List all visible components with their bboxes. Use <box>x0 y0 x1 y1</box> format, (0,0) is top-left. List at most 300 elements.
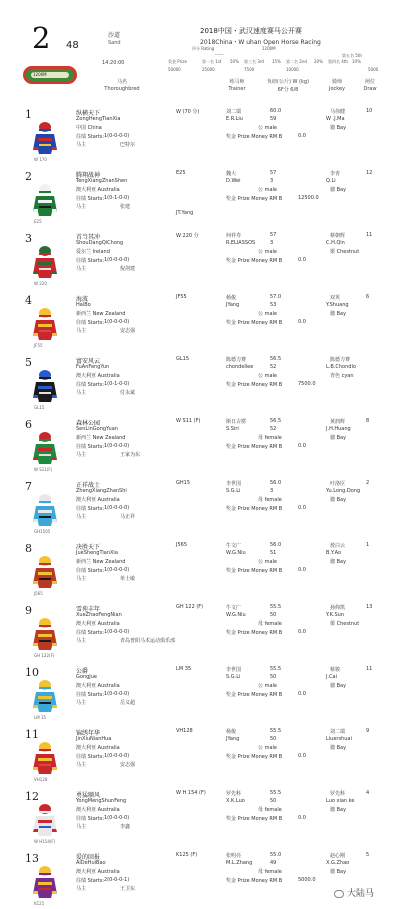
prize-total: 50000 <box>168 67 181 72</box>
runner-owner-name: 付永斌 <box>120 390 136 396</box>
runner-sex: 公 male <box>258 187 277 193</box>
runner-row <box>0 106 400 166</box>
runner-trainer-cn: 李世国 <box>226 667 242 673</box>
jockey-silks-icon <box>30 802 60 838</box>
runner-number: 4 <box>25 294 32 307</box>
place-4-label: 第四名 4th <box>328 59 348 64</box>
runner-owner: 马主 <box>76 204 87 210</box>
runner-prize-val: 0.0 <box>298 691 306 697</box>
runner-trainer-cn: 牛文广 <box>226 605 242 611</box>
runner-draw: 8 <box>366 418 370 424</box>
jockey-silks-icon <box>30 182 60 218</box>
runner-jockey-en: Q.Li <box>326 178 336 184</box>
runner-owner-name: 青岛普阳马术运动俱乐部 <box>120 638 176 644</box>
runner-name-cn: 森林公园 <box>76 420 101 427</box>
place-3-amount: 7500 <box>244 67 255 72</box>
runner-origin: 澳大利亚 Australia <box>76 621 120 627</box>
runner-jockey-cn: 蔡骏 <box>330 667 341 673</box>
col-weight-en: 6F分 6/8 <box>277 87 299 93</box>
runner-rating: W H 154 (F) <box>176 790 206 796</box>
runner-prize: 奖金 Prize Money RM B <box>226 134 283 140</box>
col-draw-en: Draw <box>363 86 377 92</box>
runner-owner-name: 倪剑建 <box>120 266 136 272</box>
runner-name-en: ShouDangQiChong <box>76 240 124 246</box>
runner-owner: 马主 <box>76 700 87 706</box>
runner-weight2: 49 <box>270 860 277 866</box>
runner-trainer-en: JYang <box>226 302 240 308</box>
runner-weight: 55.0 <box>270 852 282 858</box>
runner-sex: 公 male <box>258 559 277 565</box>
runner-owner-name: 岳义超 <box>120 700 136 706</box>
runner-prize-val: 0.0 <box>298 133 306 139</box>
runner-jockey-en: L.B.Chondlo <box>326 364 356 370</box>
runner-name-en: AiDeHuiBao <box>76 860 106 866</box>
runner-jockey-en: X.G.Zhao <box>326 860 350 866</box>
runner-row <box>0 664 400 724</box>
runner-weight: 57 <box>270 232 277 238</box>
runner-number: 11 <box>25 728 39 741</box>
runner-sex: 母 female <box>258 435 282 441</box>
runner-weight2: 3 <box>270 178 274 184</box>
runner-weight2: 3 <box>270 488 274 494</box>
runner-origin: 澳大利亚 Australia <box>76 187 120 193</box>
runner-jockey-cn: 黄润辉 <box>330 419 346 425</box>
runner-record-val: 1(0-0-0-0) <box>104 691 130 697</box>
runner-weight2: 52 <box>270 426 277 432</box>
runner-owner-name: 李鑫 <box>120 824 131 830</box>
runner-trainer-cn: 牛文广 <box>226 543 242 549</box>
runner-jockey-cn: 双英 <box>330 295 341 301</box>
divider-dash: ------ <box>215 52 224 57</box>
runner-prize: 奖金 Prize Money RM B <box>226 692 283 698</box>
runner-prize-val: 0.0 <box>298 629 306 635</box>
runner-jockey-cn: 孙仰凯 <box>330 605 346 611</box>
runner-number: 10 <box>25 666 39 679</box>
runner-name-en: HaiBo <box>76 302 91 308</box>
runner-owner: 马主 <box>76 576 87 582</box>
runner-weight2: 59 <box>270 116 277 122</box>
col-trainer-en: Trainer <box>228 86 246 92</box>
runner-prize-val: 7500.0 <box>298 381 316 387</box>
runner-record: 往绩 Starts: <box>76 320 105 326</box>
runner-draw: 5 <box>366 852 370 858</box>
runner-jockey-en: J.Cai <box>326 674 338 680</box>
prize-label: 奖金 Prize <box>168 59 187 64</box>
runner-sex: 公 male <box>258 683 277 689</box>
runner-record-val: 1(0-0-0-0) <box>104 567 130 573</box>
runner-draw: 11 <box>366 666 373 672</box>
runner-sex: 公 male <box>258 311 277 317</box>
race-time: 14:20:00 <box>102 60 125 66</box>
runner-trainer-cn: 李世国 <box>226 481 242 487</box>
runner-record: 往绩 Starts: <box>76 568 105 574</box>
runner-jockey-c: 骝 Bay <box>330 435 347 441</box>
runner-name-cn: 锦绣年华 <box>76 730 101 737</box>
runner-prize-val: 0.0 <box>298 443 306 449</box>
runner-weight: 57.0 <box>270 294 282 300</box>
runner-trainer-cn: 张明亮 <box>226 853 242 859</box>
runner-trainer-en: W.G.Niu <box>226 550 246 556</box>
runner-record-val: 1(0-0-0-0) <box>104 443 130 449</box>
runner-owner-name: 安志强 <box>120 328 136 334</box>
jockey-silks-icon <box>30 864 60 900</box>
runner-rating: W 220 分 <box>176 233 199 239</box>
col-draw-cn: 闸位 <box>364 79 375 85</box>
runner-number: 2 <box>25 170 32 183</box>
place-3-label: 第三名 3rd <box>244 59 264 64</box>
runner-record: 往绩 Starts: <box>76 258 105 264</box>
runner-prize-val: 0.0 <box>298 815 306 821</box>
runner-trainer-en: S.G.Li <box>226 674 241 680</box>
runner-prize: 奖金 Prize Money RM B <box>226 878 283 884</box>
runner-origin: 澳大利亚 Australia <box>76 497 120 503</box>
runner-origin: 澳大利亚 Australia <box>76 745 120 751</box>
runner-name-cn: 正祥战士 <box>76 482 101 489</box>
runner-rating: E25 <box>176 170 186 176</box>
jockey-silks-icon <box>30 678 60 714</box>
runner-owner-name: 王家为东 <box>120 452 141 458</box>
runner-weight: 57 <box>270 170 277 176</box>
runner-name-cn: 决胜天下 <box>76 544 101 551</box>
silk-code: JF55 <box>34 343 43 348</box>
runner-draw: 2 <box>366 480 370 486</box>
runner-jockey-c: 骝 Bay <box>330 311 347 317</box>
runner-name-en: ZongHengTianXia <box>76 116 121 122</box>
runner-trainer-cn: 罗先科 <box>226 791 242 797</box>
runner-origin: 新西兰 New Zealand <box>76 559 126 565</box>
race-number: 2 <box>32 21 51 55</box>
runner-owner: 马主 <box>76 886 87 892</box>
track-diagram <box>23 66 77 84</box>
runner-number: 8 <box>25 542 32 555</box>
runner-jockey-cn: 马伟健 <box>330 109 346 115</box>
runner-rating: GH 122 (F) <box>176 604 204 610</box>
runner-name-cn: 腾翔战神 <box>76 172 101 179</box>
runner-prize-val: 0.0 <box>298 257 306 263</box>
runner-jockey-en: Y.K.Sun <box>326 612 345 618</box>
jockey-silks-icon <box>30 368 60 404</box>
wechat-icon <box>334 890 344 898</box>
runner-row <box>0 478 400 538</box>
jockey-silks-icon <box>30 492 60 528</box>
runner-name-cn: 公爵 <box>76 668 89 675</box>
runner-record: 往绩 Starts: <box>76 754 105 760</box>
runner-prize: 奖金 Prize Money RM B <box>226 320 283 326</box>
jockey-silks-icon <box>30 554 60 590</box>
runner-trainer-en: S.Siri <box>226 426 239 432</box>
runner-owner-name: 安志强 <box>120 762 136 768</box>
runner-rating: JF55 <box>176 294 187 300</box>
silk-code: GL15 <box>34 405 45 410</box>
runner-origin: 澳大利亚 Australia <box>76 683 120 689</box>
runner-number: 7 <box>25 480 32 493</box>
runner-prize: 奖金 Prize Money RM B <box>226 568 283 574</box>
silk-code: J565 <box>34 591 43 596</box>
place-3-pct: 15% <box>272 59 281 64</box>
runner-number: 3 <box>25 232 32 245</box>
runner-draw: 10 <box>366 108 373 114</box>
runner-rating: GL15 <box>176 356 190 362</box>
silk-code: W 220 <box>34 281 47 286</box>
runner-jockey-en: Liuershuai <box>326 736 352 742</box>
col-trainer-cn: 练马师 <box>229 79 245 85</box>
runner-prize-val: 12500.0 <box>298 195 319 201</box>
runner-jockey-c: 骝 Bay <box>330 683 347 689</box>
runner-name-en: GongJue <box>76 674 97 680</box>
runner-draw: 12 <box>366 170 373 176</box>
runner-record-val: 1(0-0-0-0) <box>104 319 130 325</box>
runner-record-val: 1(0-0-0-0) <box>104 815 130 821</box>
silk-code: GH 122(F) <box>34 653 55 658</box>
runner-number: 13 <box>25 852 39 865</box>
place-1-amount: 25000 <box>202 67 215 72</box>
runner-trainer-en: W.G.Niu <box>226 612 246 618</box>
runner-weight: 55.5 <box>270 728 282 734</box>
runner-owner-name: 王卫东 <box>120 886 136 892</box>
place-1-pct: 50% <box>230 59 239 64</box>
runner-owner-name: 张建 <box>120 204 131 210</box>
runner-prize: 奖金 Prize Money RM B <box>226 630 283 636</box>
runner-draw: 4 <box>366 790 370 796</box>
runner-jockey-en: Y.Shuang <box>326 302 349 308</box>
runner-owner-name: 巴特尔 <box>120 142 136 148</box>
runner-weight: 56.5 <box>270 356 282 362</box>
runner-record-val: 1(0-0-0-0) <box>104 753 130 759</box>
runner-draw: 6 <box>366 294 370 300</box>
runner-row <box>0 788 400 848</box>
runner-extra: JT.Yang <box>176 210 194 216</box>
runner-jockey-cn: 陈德力赛 <box>330 357 351 363</box>
surface-cn: 沙道 <box>108 32 121 39</box>
runner-jockey-c: 骝 Bay <box>330 869 347 875</box>
runner-jockey-c: 栗 Chestnut <box>330 249 360 255</box>
runner-jockey-c: 骝 Bay <box>330 745 347 751</box>
track-distance: 1200M <box>33 72 47 77</box>
col-jockey-en: Jockey <box>328 86 346 92</box>
runner-sex: 公 male <box>258 249 277 255</box>
runner-owner: 马主 <box>76 638 87 644</box>
runner-trainer-en: M.L.Zhang <box>226 860 253 866</box>
runner-record: 往绩 Starts: <box>76 692 105 698</box>
silk-code: LM 35 <box>34 715 47 720</box>
runner-prize-val: 0.0 <box>298 505 306 511</box>
jockey-silks-icon <box>30 430 60 466</box>
runner-row <box>0 540 400 600</box>
runner-record: 往绩 Starts: <box>76 816 105 822</box>
runner-weight2: 53 <box>270 302 277 308</box>
runner-prize-val: 0.0 <box>298 319 306 325</box>
runner-record: 往绩 Starts: <box>76 196 105 202</box>
runner-origin: 澳大利亚 Australia <box>76 869 120 875</box>
rating-label: 评分 Rating <box>192 46 215 51</box>
runner-trainer-en: chondellee <box>226 364 254 370</box>
runner-prize: 奖金 Prize Money RM B <box>226 506 283 512</box>
runner-name-en: SenLinGongYuan <box>76 426 118 432</box>
runner-record-val: 1(0-0-0-0) <box>104 257 130 263</box>
runner-weight: 55.5 <box>270 604 282 610</box>
runner-weight2: 50 <box>270 736 277 742</box>
runner-row <box>0 602 400 662</box>
runner-prize: 奖金 Prize Money RM B <box>226 444 283 450</box>
runner-name-cn: 海波 <box>76 296 89 303</box>
runner-weight2: 51 <box>270 550 277 556</box>
runner-sex: 母 female <box>258 807 282 813</box>
runner-number: 1 <box>25 108 32 121</box>
runner-jockey-c: 骝 Bay <box>330 497 347 503</box>
runner-owner: 马主 <box>76 266 87 272</box>
runner-trainer-cn: 杨俊 <box>226 729 237 735</box>
runner-draw: 13 <box>366 604 373 610</box>
runner-owner: 马主 <box>76 328 87 334</box>
runner-owner: 马主 <box>76 762 87 768</box>
race-header <box>0 0 400 100</box>
runner-prize-val: 5000.0 <box>298 877 316 883</box>
runner-record: 往绩 Starts: <box>76 506 105 512</box>
runner-weight2: 50 <box>270 798 277 804</box>
place-4-pct: 10% <box>352 59 361 64</box>
runner-trainer-cn: 杨俊 <box>226 295 237 301</box>
place-2-label: 第二名 2nd <box>286 59 307 64</box>
runner-jockey-en: Yu.Long.Dong <box>326 488 361 494</box>
jockey-silks-icon <box>30 244 60 280</box>
runner-sex: 公 male <box>258 745 277 751</box>
runner-origin: 新西兰 New Zealand <box>76 435 126 441</box>
runner-prize-val: 0.0 <box>298 567 306 573</box>
runner-sex: 母 female <box>258 497 282 503</box>
runner-name-en: JueShengTianXia <box>76 550 118 556</box>
runner-rating: J565 <box>176 542 188 548</box>
surface-en: Sand <box>108 40 121 46</box>
watermark: 大陆马 <box>334 886 374 899</box>
runner-prize: 奖金 Prize Money RM B <box>226 382 283 388</box>
runner-rating: LM 35 <box>176 666 192 672</box>
runner-jockey-cn: 赵心刚 <box>330 853 346 859</box>
silk-code: E25 <box>34 219 42 224</box>
runner-row <box>0 292 400 352</box>
race-title-cn: 2018中国・武汉速度赛马公开赛 <box>200 27 302 35</box>
runner-origin: 澳大利亚 Australia <box>76 807 120 813</box>
runner-rating: W (70 分) <box>176 109 200 115</box>
runner-owner: 马主 <box>76 824 87 830</box>
runner-jockey-c: 骝 Bay <box>330 559 347 565</box>
silk-code: K125 <box>34 901 45 906</box>
runner-trainer-cn: 魏大 <box>226 171 237 177</box>
silk-code: W S11(F) <box>34 467 53 472</box>
place-4-amount: 5000 <box>368 67 379 72</box>
runner-owner: 马主 <box>76 514 87 520</box>
runner-trainer-en: R.ELIASSOS <box>226 240 256 246</box>
runner-sex: 公 male <box>258 125 277 131</box>
runner-owner: 马主 <box>76 142 87 148</box>
runner-rating: W S11 (F) <box>176 418 201 424</box>
runner-weight2: 3 <box>270 240 274 246</box>
runner-prize: 奖金 Prize Money RM B <box>226 196 283 202</box>
runner-record: 往绩 Starts: <box>76 134 105 140</box>
runner-row <box>0 726 400 786</box>
runner-name-en: TengXiangZhanShen <box>76 178 128 184</box>
runner-jockey-cn: 敖白云 <box>330 543 346 549</box>
runner-weight: 56.0 <box>270 542 282 548</box>
runner-rating: GH15 <box>176 480 190 486</box>
runner-rating: K125 (F) <box>176 852 198 858</box>
place-2-amount: 10000 <box>286 67 299 72</box>
runner-jockey-cn: 李青 <box>330 171 341 177</box>
runner-jockey-en: W .J.Ma <box>326 116 345 122</box>
col-weight-cn: 负磅(公斤) W (kg) <box>267 79 309 85</box>
runner-number: 12 <box>25 790 39 803</box>
runner-jockey-c: 骝 Bay <box>330 187 347 193</box>
runner-jockey-cn: 蔡朝辉 <box>330 233 346 239</box>
runner-weight2: 50 <box>270 612 277 618</box>
runner-jockey-cn: 罗先科 <box>330 791 346 797</box>
place-2-pct: 20% <box>314 59 323 64</box>
runner-name-cn: 首当其冲 <box>76 234 101 241</box>
runner-trainer-en: E.R.Liu <box>226 116 243 122</box>
runner-origin: 新西兰 New Zealand <box>76 311 126 317</box>
runner-trainer-cn: 斯日古楞 <box>226 419 247 425</box>
runner-trainer-en: S.G.Li <box>226 488 241 494</box>
runner-record-val: 1(0-0-0-0) <box>104 505 130 511</box>
runner-jockey-en: Luo xian ke <box>326 798 355 804</box>
runner-trainer-cn: 何祥寿 <box>226 233 242 239</box>
silk-code: W H154(F) <box>34 839 56 844</box>
runner-jockey-c: 骝 Bay <box>330 807 347 813</box>
runner-weight: 55.5 <box>270 666 282 672</box>
runner-sex: 母 female <box>258 621 282 627</box>
runner-jockey-c: 骝 Bay <box>330 125 347 131</box>
runner-owner: 马主 <box>76 452 87 458</box>
runner-name-en: YongMengShunFeng <box>76 798 127 804</box>
runner-record-val: 1(0-1-0-0) <box>104 195 130 201</box>
runner-weight: 56.0 <box>270 480 282 486</box>
place-5-label: 第五名 5th <box>342 53 362 58</box>
jockey-silks-icon <box>30 306 60 342</box>
runner-weight2: 52 <box>270 364 277 370</box>
runner-draw: 1 <box>366 542 370 548</box>
runner-number: 6 <box>25 418 32 431</box>
runner-prize: 奖金 Prize Money RM B <box>226 754 283 760</box>
runner-jockey-cn: 刘二瑞 <box>330 729 346 735</box>
runner-jockey-c: 栗 Chestnut <box>330 621 360 627</box>
runner-prize-val: 0.0 <box>298 753 306 759</box>
col-horse-cn: 马名 <box>116 79 127 85</box>
distance-value: 1200M <box>262 46 276 51</box>
runner-weight: 60.0 <box>270 108 282 114</box>
runner-jockey-c: 青色 cyan <box>330 373 354 379</box>
runner-row <box>0 354 400 414</box>
col-horse-en: Thoroughbred <box>104 86 140 92</box>
runner-record: 往绩 Starts: <box>76 878 105 884</box>
runner-name-cn: 勇猛顺风 <box>76 792 101 799</box>
runner-row <box>0 168 400 228</box>
col-jockey-cn: 骑师 <box>331 79 342 85</box>
runner-draw: 11 <box>366 232 373 238</box>
runner-weight: 56.5 <box>270 418 282 424</box>
runner-owner-name: 马正祥 <box>120 514 136 520</box>
runner-trainer-en: X.K.Luo <box>226 798 245 804</box>
runner-prize: 奖金 Prize Money RM B <box>226 258 283 264</box>
runner-jockey-cn: 叶洛臣 <box>330 481 346 487</box>
runner-jockey-en: B.Y.Ao <box>326 550 342 556</box>
runner-trainer-cn: 陈德力赛 <box>226 357 247 363</box>
runner-jockey-en: J.H.Huang <box>326 426 351 432</box>
runner-record-val: 2(0-0-0-1) <box>104 877 130 883</box>
silk-code: W 170 <box>34 157 47 162</box>
runner-record-val: 1(0-0-0-0) <box>104 629 130 635</box>
runner-name-en: FuAnFengYun <box>76 364 110 370</box>
silk-code: GH1505 <box>34 529 51 534</box>
runner-weight: 55.5 <box>270 790 282 796</box>
